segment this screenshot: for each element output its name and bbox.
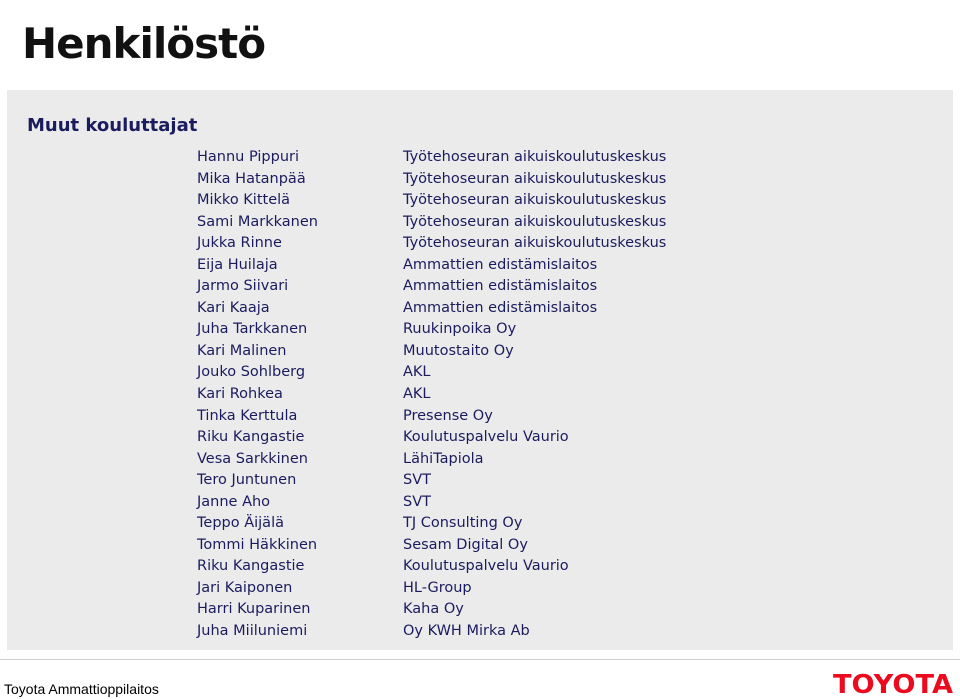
- page-title: Henkilöstö: [22, 19, 266, 68]
- trainer-name: Vesa Sarkkinen: [197, 450, 308, 467]
- content-panel: [7, 90, 953, 650]
- trainer-name: Jarmo Siivari: [197, 278, 289, 295]
- trainer-name: Riku Kangastie: [197, 558, 305, 575]
- trainer-organization: Koulutuspalvelu Vaurio: [403, 429, 569, 446]
- toyota-logo: [832, 667, 954, 697]
- trainer-organization: Ammattien edistämislaitos: [403, 256, 598, 273]
- trainer-name: Kari Rohkea: [197, 386, 283, 403]
- trainer-name: Janne Aho: [197, 493, 271, 510]
- trainer-organization: Ammattien edistämislaitos: [403, 278, 598, 295]
- trainer-organization: Ammattien edistämislaitos: [403, 299, 598, 316]
- trainer-name: Eija Huilaja: [197, 256, 278, 273]
- trainer-name: Teppo Äijälä: [197, 515, 284, 532]
- trainer-organization: Muutostaito Oy: [403, 342, 514, 359]
- trainer-name: Mika Hatanpää: [197, 170, 306, 187]
- trainer-name: Kari Malinen: [197, 342, 287, 359]
- trainer-organization: SVT: [403, 493, 431, 510]
- trainer-name: Juha Miiluniemi: [197, 623, 308, 640]
- trainer-organization: SVT: [403, 472, 431, 489]
- trainer-organization: Koulutuspalvelu Vaurio: [403, 558, 569, 575]
- trainer-organization: Kaha Oy: [403, 601, 464, 618]
- trainer-name: Jouko Sohlberg: [197, 364, 306, 381]
- trainer-organization: Ruukinpoika Oy: [403, 321, 517, 338]
- footer-divider: [0, 659, 960, 660]
- trainer-name: Sami Markkanen: [197, 213, 318, 230]
- trainer-name: Hannu Pippuri: [197, 149, 300, 165]
- trainer-organization: Oy KWH Mirka Ab: [403, 623, 530, 640]
- trainer-organization: Työtehoseuran aikuiskoulutuskeskus: [403, 235, 667, 252]
- toyota-logo-text: TOYOTA: [833, 670, 953, 697]
- trainer-name: Riku Kangastie: [197, 429, 305, 446]
- trainer-name: Mikko Kittelä: [197, 192, 291, 209]
- footer-organization: Toyota Ammattioppilaitos: [4, 681, 159, 697]
- trainer-organization: HL-Group: [403, 579, 472, 596]
- trainer-organization: TJ Consulting Oy: [403, 515, 523, 532]
- trainer-organization: LähiTapiola: [403, 450, 484, 467]
- trainer-organization: AKL: [403, 386, 431, 403]
- trainer-name: Tommi Häkkinen: [197, 536, 318, 553]
- trainer-organization: AKL: [403, 364, 431, 381]
- section-heading: Muut kouluttajat: [27, 115, 198, 136]
- trainer-name: Kari Kaaja: [197, 299, 270, 316]
- trainer-name: Harri Kuparinen: [197, 601, 311, 618]
- trainer-organization: Presense Oy: [403, 407, 493, 424]
- trainer-organization: Työtehoseuran aikuiskoulutuskeskus: [403, 213, 667, 230]
- trainer-name: Juha Tarkkanen: [197, 321, 308, 338]
- trainer-name: Jukka Rinne: [197, 235, 282, 252]
- trainer-organization: Työtehoseuran aikuiskoulutuskeskus: [403, 170, 667, 187]
- trainer-organization: Työtehoseuran aikuiskoulutuskeskus: [403, 192, 667, 209]
- trainer-organization: Työtehoseuran aikuiskoulutuskeskus: [403, 149, 667, 165]
- trainer-organization: Sesam Digital Oy: [403, 536, 528, 553]
- trainer-name: Tinka Kerttula: [197, 407, 298, 424]
- trainer-name: Tero Juntunen: [197, 472, 297, 489]
- trainer-name: Jari Kaiponen: [197, 579, 293, 596]
